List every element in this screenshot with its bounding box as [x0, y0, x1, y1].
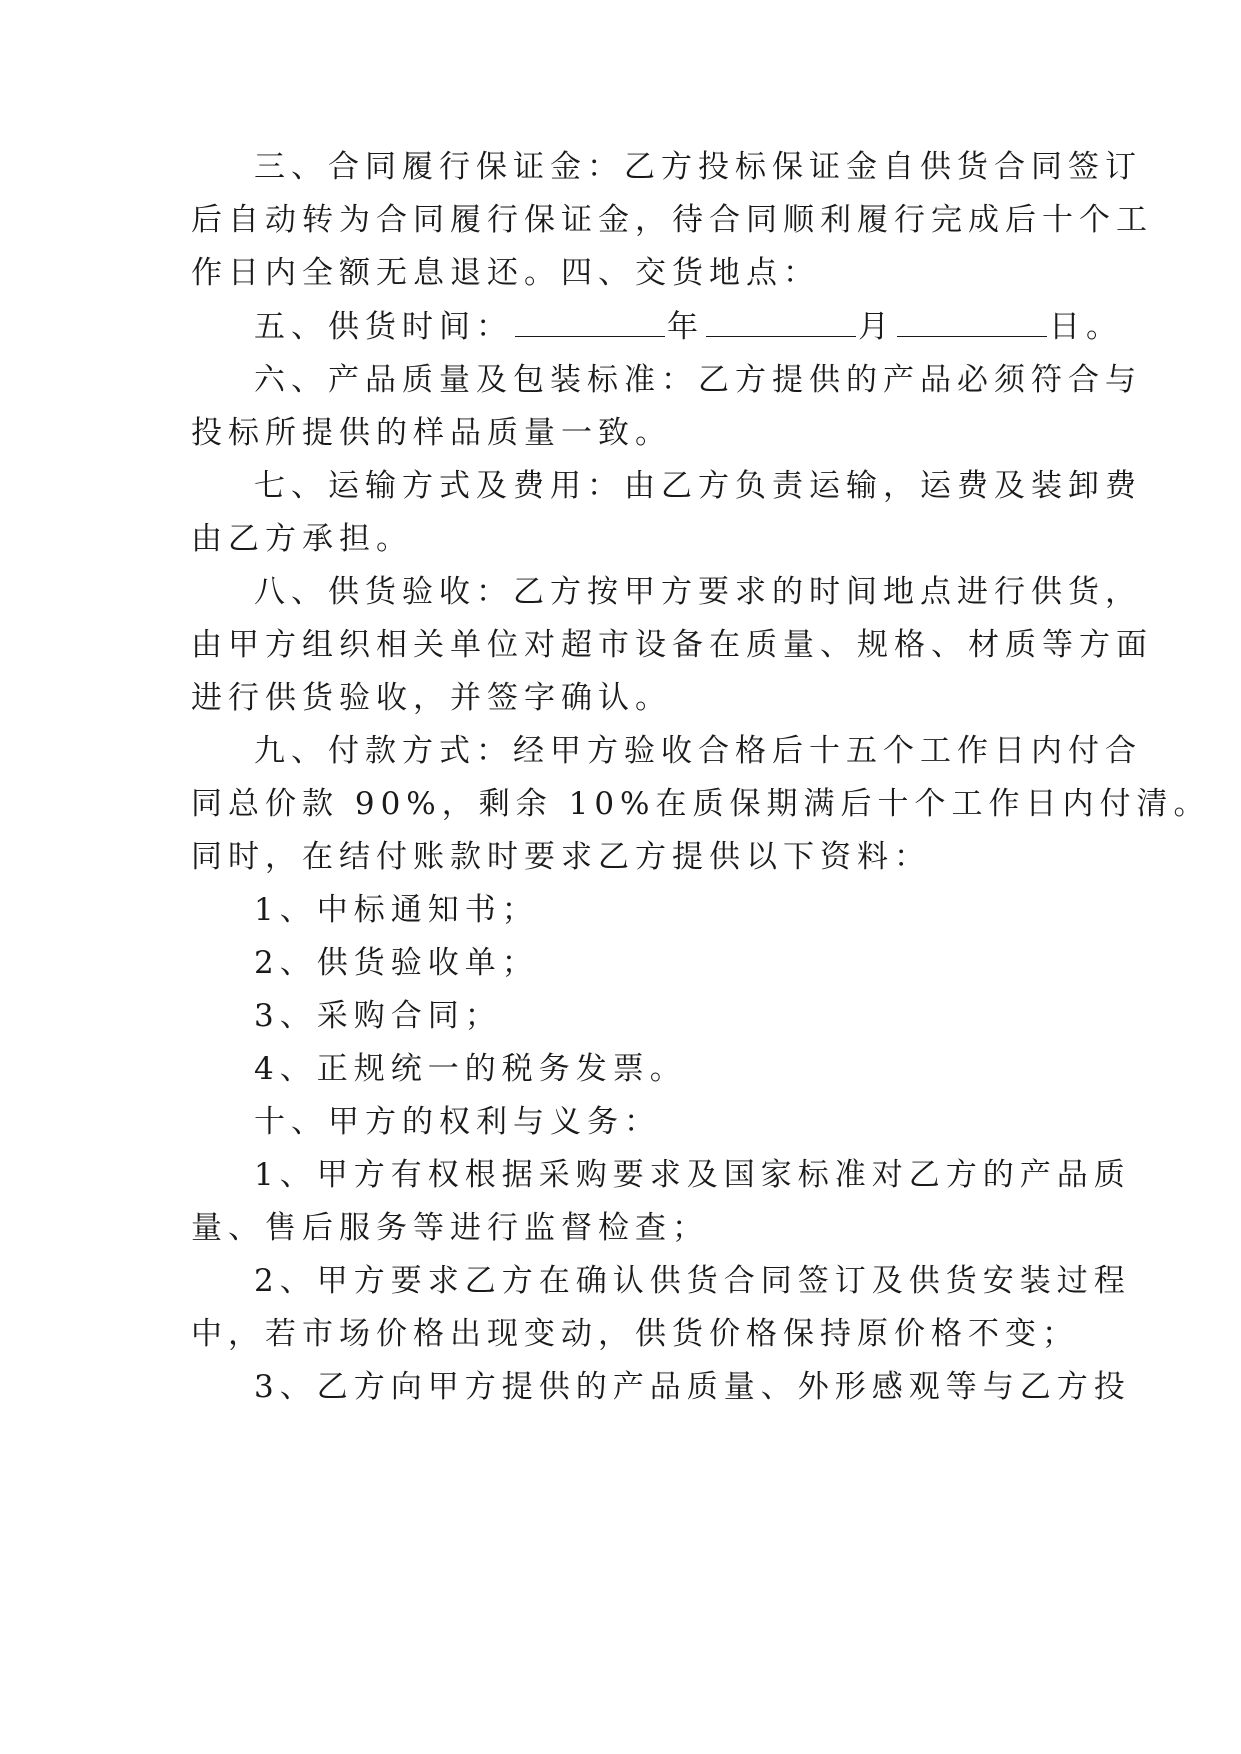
day-blank: [897, 306, 1047, 337]
clause-10-heading: 十、甲方的权利与义务：: [254, 1104, 661, 1140]
clause-10-item-2-line-1: 2、甲方要求乙方在确认供货合同签订及供货安装过程: [254, 1263, 1131, 1299]
clause-8-line-1: 八、供货验收：乙方按甲方要求的时间地点进行供货，: [254, 574, 1142, 610]
clause-8-line-2: 由甲方组织相关单位对超市设备在质量、规格、材质等方面: [191, 627, 1153, 663]
clause-7-line-2: 由乙方承担。: [191, 521, 413, 557]
month-blank: [706, 306, 856, 337]
clause-6-line-2: 投标所提供的样品质量一致。: [191, 415, 672, 451]
clause-3-line-2: 后自动转为合同履行保证金，待合同顺利履行完成后十个工: [191, 202, 1153, 238]
list-item-2: 2、供货验收单；: [254, 945, 539, 981]
clause-9-line-1: 九、付款方式：经甲方验收合格后十五个工作日内付合: [254, 733, 1142, 769]
clause-3-line-1: 三、合同履行保证金：乙方投标保证金自供货合同签订: [254, 149, 1142, 185]
delivery-time-label: 五、供货时间：: [254, 309, 513, 345]
clause-10-item-3-line-1: 3、乙方向甲方提供的产品质量、外形感观等与乙方投: [254, 1369, 1131, 1405]
day-label: 日。: [1049, 309, 1123, 345]
clause-3-line-3: 作日内全额无息退还。四、交货地点：: [191, 255, 820, 291]
clause-10-item-1-line-1: 1、甲方有权根据采购要求及国家标准对乙方的产品质: [254, 1157, 1131, 1193]
clause-9-line-2: 同总价款 90%，剩余 10%在质保期满后十个工作日内付清。: [191, 786, 1211, 822]
clause-5-delivery-time: [254, 306, 1134, 346]
year-blank: [515, 306, 665, 337]
clause-7-line-1: 七、运输方式及费用：由乙方负责运输，运费及装卸费: [254, 468, 1142, 504]
clause-9-line-3: 同时，在结付账款时要求乙方提供以下资料：: [191, 839, 931, 875]
list-item-3: 3、采购合同；: [254, 998, 502, 1034]
list-item-4: 4、正规统一的税务发票。: [254, 1051, 687, 1087]
clause-10-item-2-line-2: 中，若市场价格出现变动，供货价格保持原价格不变；: [191, 1316, 1079, 1352]
year-label: 年: [667, 309, 704, 345]
clause-10-item-1-line-2: 量、售后服务等进行监督检查；: [191, 1210, 709, 1246]
clause-8-line-3: 进行供货验收，并签字确认。: [191, 680, 672, 716]
list-item-1: 1、中标通知书；: [254, 892, 539, 928]
clause-6-line-1: 六、产品质量及包装标准：乙方提供的产品必须符合与: [254, 362, 1142, 398]
month-label: 月: [858, 309, 895, 345]
